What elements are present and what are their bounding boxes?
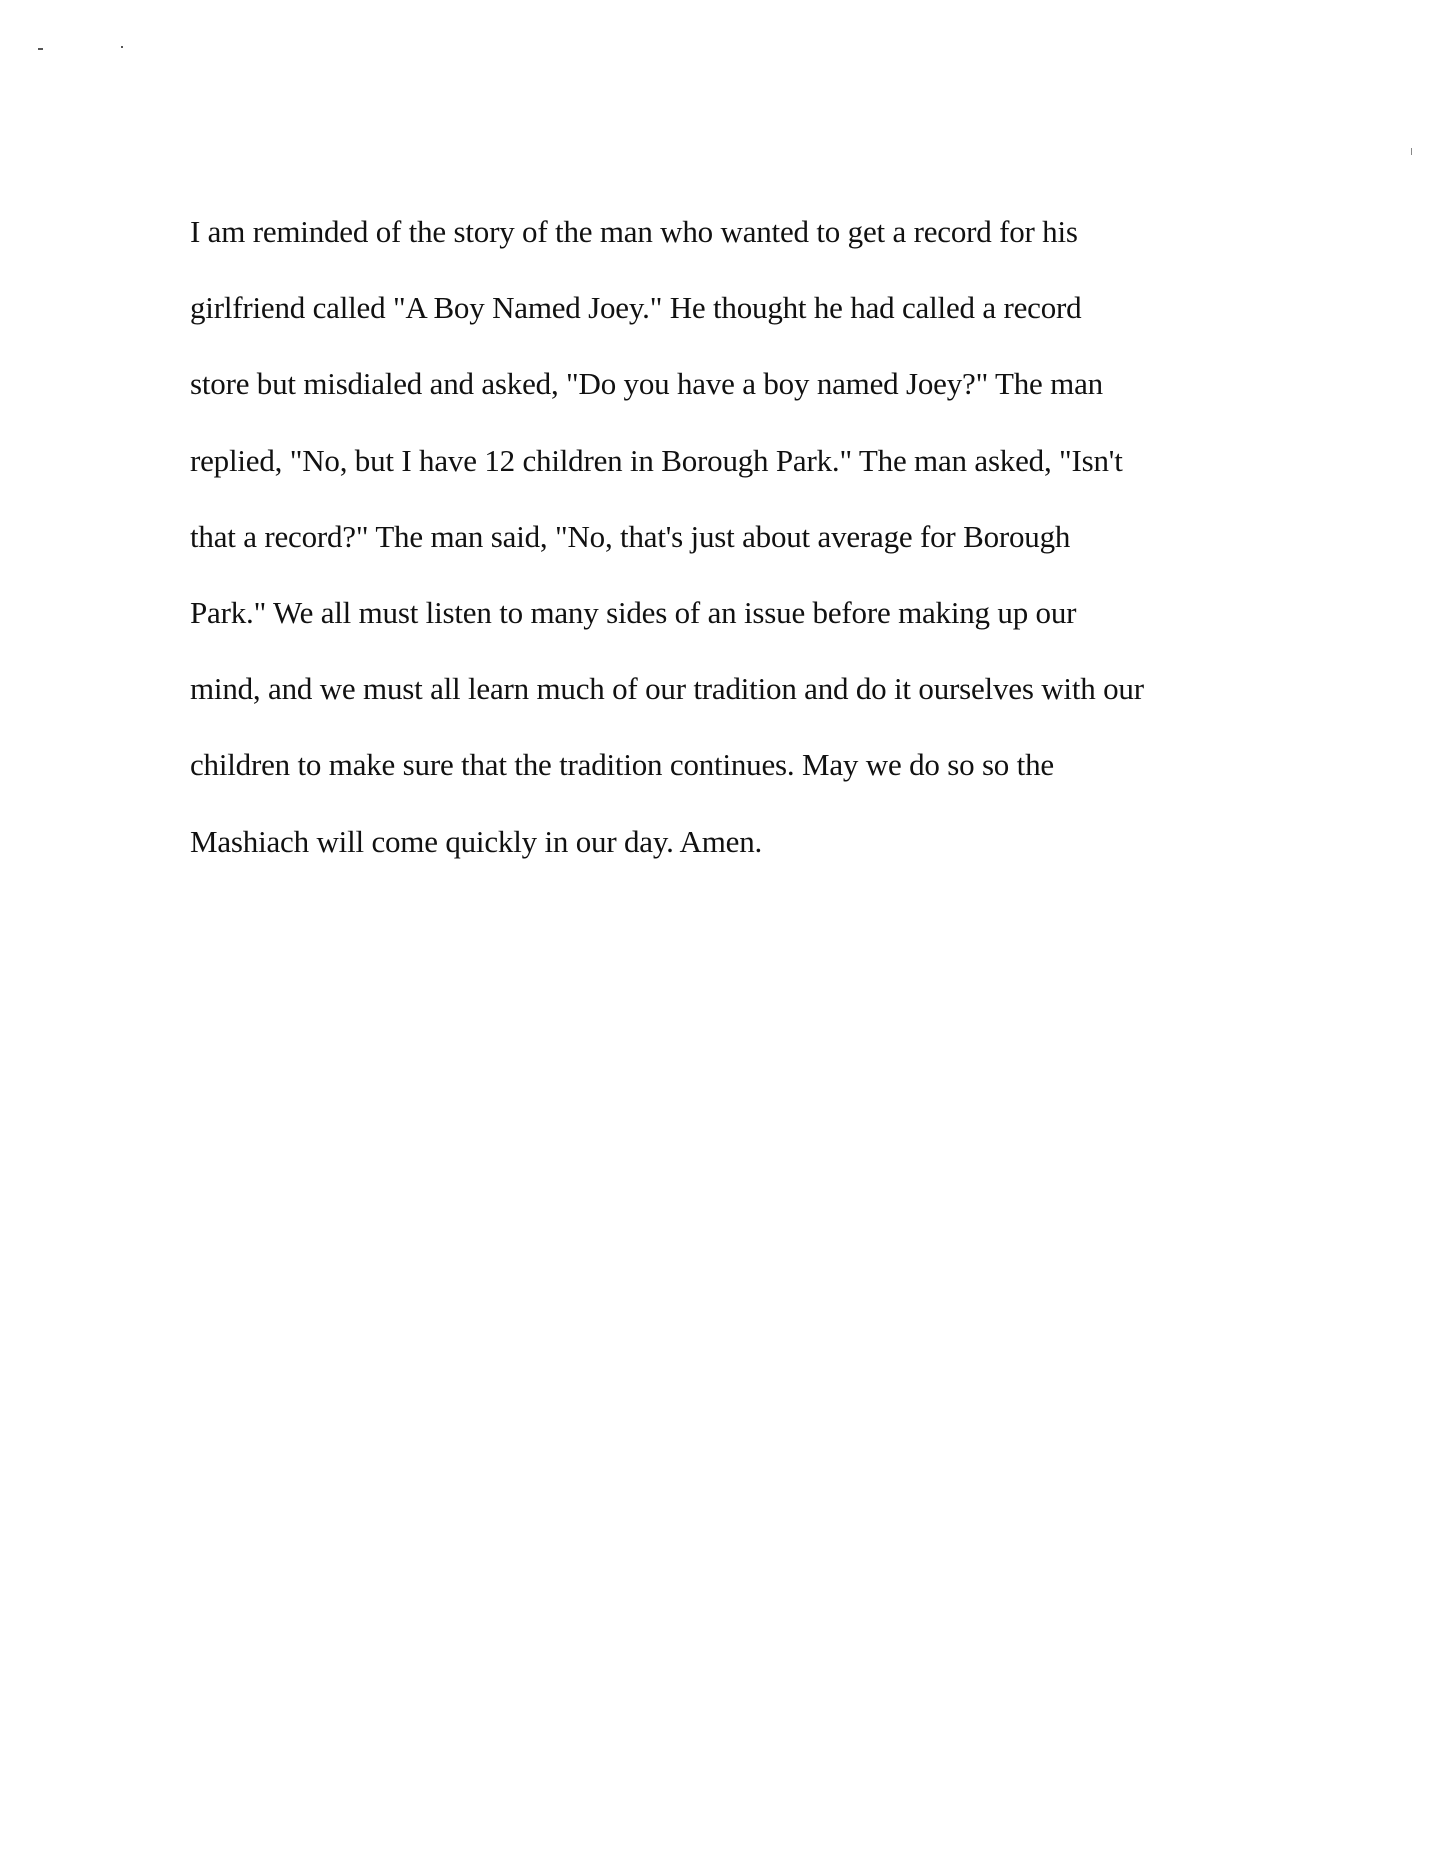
body-line: Park." We all must listen to many sides of an issue before making up our [190,595,1077,630]
body-line: Mashiach will come quickly in our day. Amen. [190,824,763,859]
body-line: store but misdialed and asked, "Do you have a boy named Joey?" The man [190,366,1103,401]
body-line: girlfriend called "A Boy Named Joey." He thought he had called a record [190,290,1082,325]
body-line: replied, "No, but I have 12 children in Borough Park." The man asked, "Isn't [190,443,1123,478]
body-line: I am reminded of the story of the man who wanted to get a record for his [190,214,1078,249]
body-line: children to make sure that the tradition continues. May we do so so the [190,747,1054,782]
body-line: mind, and we must all learn much of our tradition and do it ourselves with our [190,671,1144,706]
body-line: that a record?" The man said, "No, that's just about average for Borough [190,519,1071,554]
